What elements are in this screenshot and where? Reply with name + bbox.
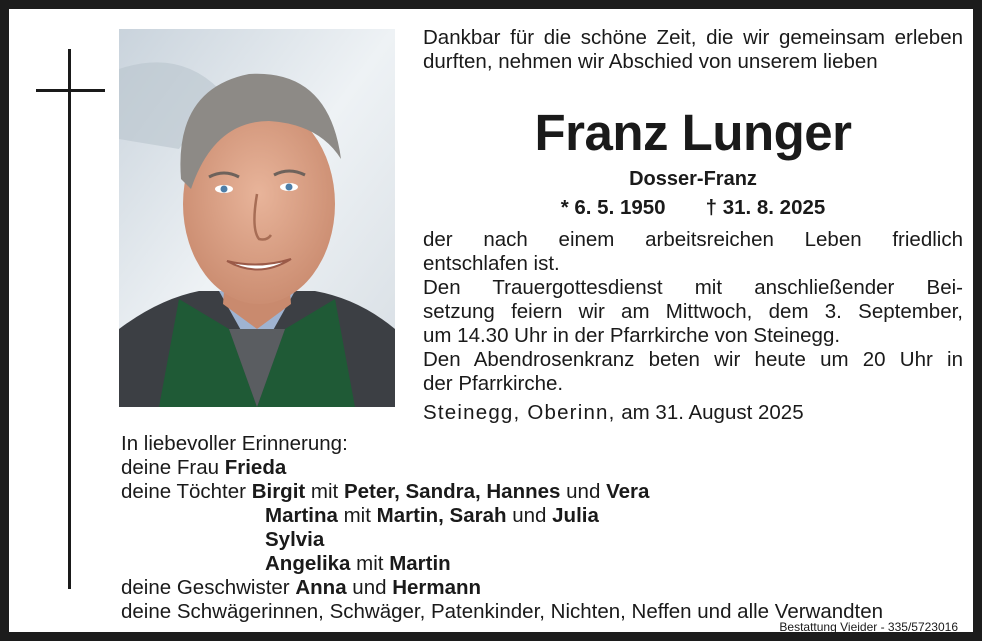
mourner-row-daughter: Angelika mit Martin bbox=[265, 552, 451, 575]
mourner-row-relatives: deine Schwägerinnen, Schwäger, Patenkinder, Nichten, Neffen und alle Verwandten bbox=[121, 600, 884, 623]
body-line: Den Trauergottesdienst mit anschließender Bei- bbox=[423, 276, 963, 299]
death-date: † 31. 8. 2025 bbox=[705, 196, 826, 219]
place-and-date bbox=[423, 400, 804, 426]
mourner-row-daughter: deine Töchter Birgit mit Peter, Sandra, Hannes und Vera bbox=[121, 480, 650, 503]
birth-date: * 6. 5. 1950 bbox=[560, 196, 666, 219]
intro-text: Dankbar für die schöne Zeit, die wir gemeinsam erleben durften, nehmen wir Abschied von unserem lieben bbox=[423, 26, 963, 73]
life-dates bbox=[423, 195, 963, 221]
body-line: Den Abendrosenkranz beten wir heute um 20 Uhr in bbox=[423, 348, 963, 371]
mourner-row-daughter: Martina mit Martin, Sarah und Julia bbox=[265, 504, 599, 527]
funeral-home-credit: Bestattung Vieider - 335/5723016 bbox=[779, 620, 958, 634]
body-line: um 14.30 Uhr in der Pfarrkirche von Steinegg. bbox=[423, 324, 841, 347]
mourners-heading: In liebevoller Erinnerung: bbox=[121, 432, 348, 455]
body-text bbox=[423, 228, 963, 396]
mourner-row-daughter: Sylvia bbox=[265, 528, 325, 551]
deceased-name: Franz Lunger bbox=[534, 104, 852, 161]
deceased-nickname: Dosser-Franz bbox=[629, 168, 757, 190]
cross-icon bbox=[68, 49, 71, 589]
body-line: der Pfarrkirche. bbox=[423, 372, 564, 395]
body-line: der nach einem arbeitsreichen Leben friedlich bbox=[423, 228, 963, 251]
place: Steinegg, Oberinn, bbox=[423, 401, 616, 424]
mourner-row-wife: deine Frau Frieda bbox=[121, 456, 287, 479]
body-line: setzung feiern wir am Mittwoch, dem 3. September, bbox=[423, 300, 963, 323]
body-line: entschlafen ist. bbox=[423, 252, 560, 275]
cross-icon-bar bbox=[36, 89, 105, 92]
mourners-list bbox=[121, 432, 966, 624]
portrait-photo bbox=[119, 29, 395, 407]
mourner-row-siblings: deine Geschwister Anna und Hermann bbox=[121, 576, 482, 599]
announcement-date: am 31. August 2025 bbox=[621, 401, 804, 424]
